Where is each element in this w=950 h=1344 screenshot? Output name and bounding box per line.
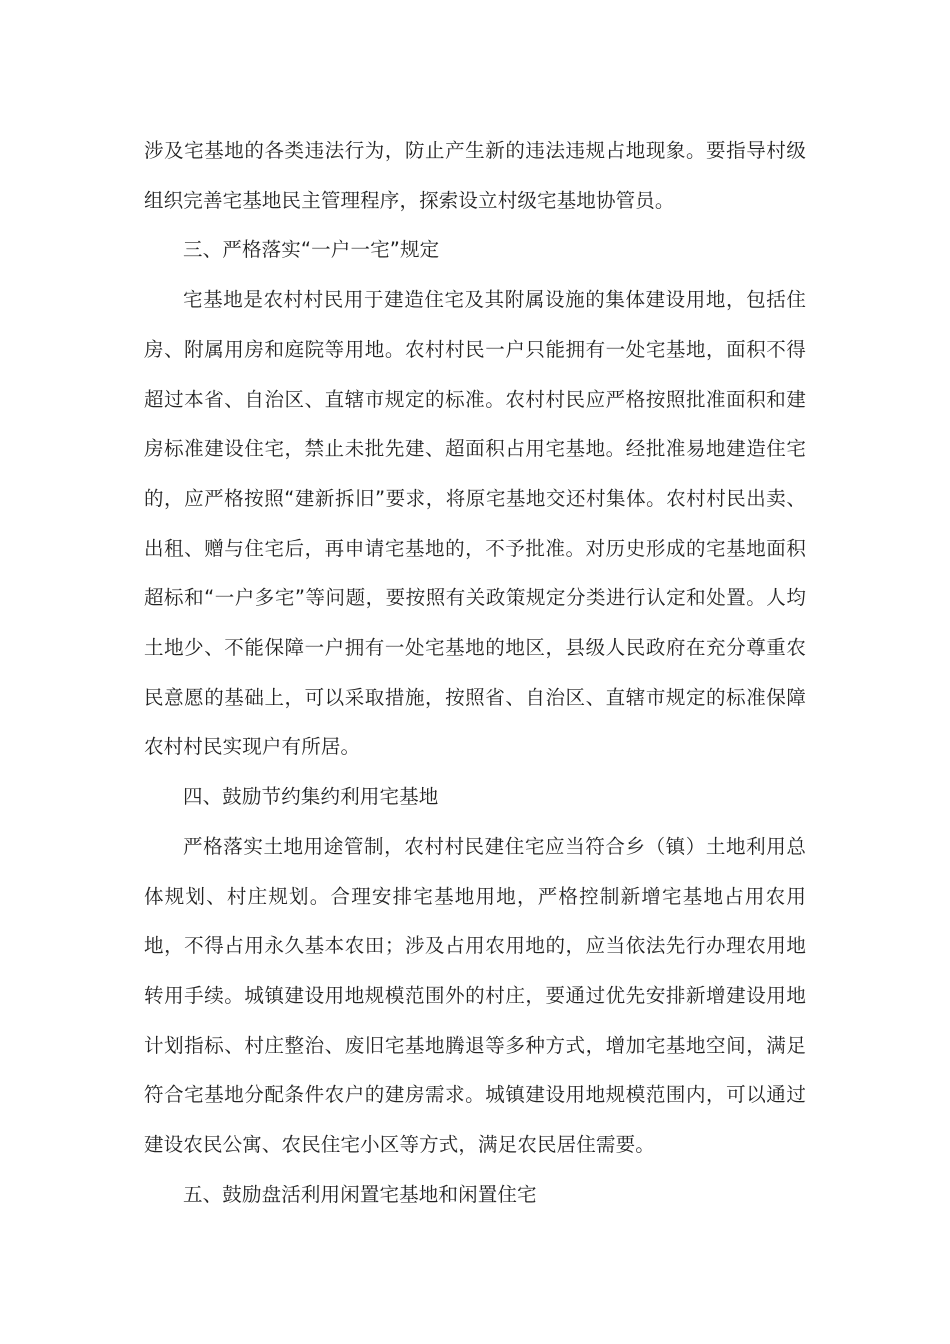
- section-heading-4: 四、鼓励节约集约利用宅基地: [183, 785, 439, 809]
- section-4-paragraph: 严格落实土地用途管制，农村村民建住宅应当符合乡（镇）土地利用总体规划、村庄规划。合理安排宅基地用地，严格控制新增宅基地占用农用地，不得占用永久基本农田；涉及占用农用地的，应当依法先行办理农用地转用手续。城镇建设用地规模范围外的村庄，要通过优先安排新增建设用地计划指标、村庄整治、废旧宅基地腾退等多种方式，增加宅基地空间，满足符合宅基地分配条件农户的建房需求。城镇建设用地规模范围内，可以通过建设农民公寓、农民住宅小区等方式，满足农民居住需要。: [144, 834, 806, 1157]
- section-heading-5: 五、鼓励盘活利用闲置宅基地和闲置住宅: [183, 1182, 537, 1206]
- section-heading-3: 三、严格落实“一户一宅”规定: [183, 238, 440, 262]
- section-3-paragraph: 宅基地是农村村民用于建造住宅及其附属设施的集体建设用地，包括住房、附属用房和庭院等用地。农村村民一户只能拥有一处宅基地，面积不得超过本省、自治区、直辖市规定的标准。农村村民应严格按照批准面积和建房标准建设住宅，禁止未批先建、超面积占用宅基地。经批准易地建造住宅的，应严格按照“建新拆旧”要求，将原宅基地交还村集体。农村村民出卖、出租、赠与住宅后，再申请宅基地的，不予批准。对历史形成的宅基地面积超标和“一户多宅”等问题，要按照有关政策规定分类进行认定和处置。人均土地少、不能保障一户拥有一处宅基地的地区，县级人民政府在充分尊重农民意愿的基础上，可以采取措施，按照省、自治区、直辖市规定的标准保障农村村民实现户有所居。: [144, 288, 806, 759]
- document-body: [144, 126, 806, 1219]
- continuation-paragraph: 涉及宅基地的各类违法行为，防止产生新的违法违规占地现象。要指导村级组织完善宅基地民主管理程序，探索设立村级宅基地协管员。: [144, 139, 806, 212]
